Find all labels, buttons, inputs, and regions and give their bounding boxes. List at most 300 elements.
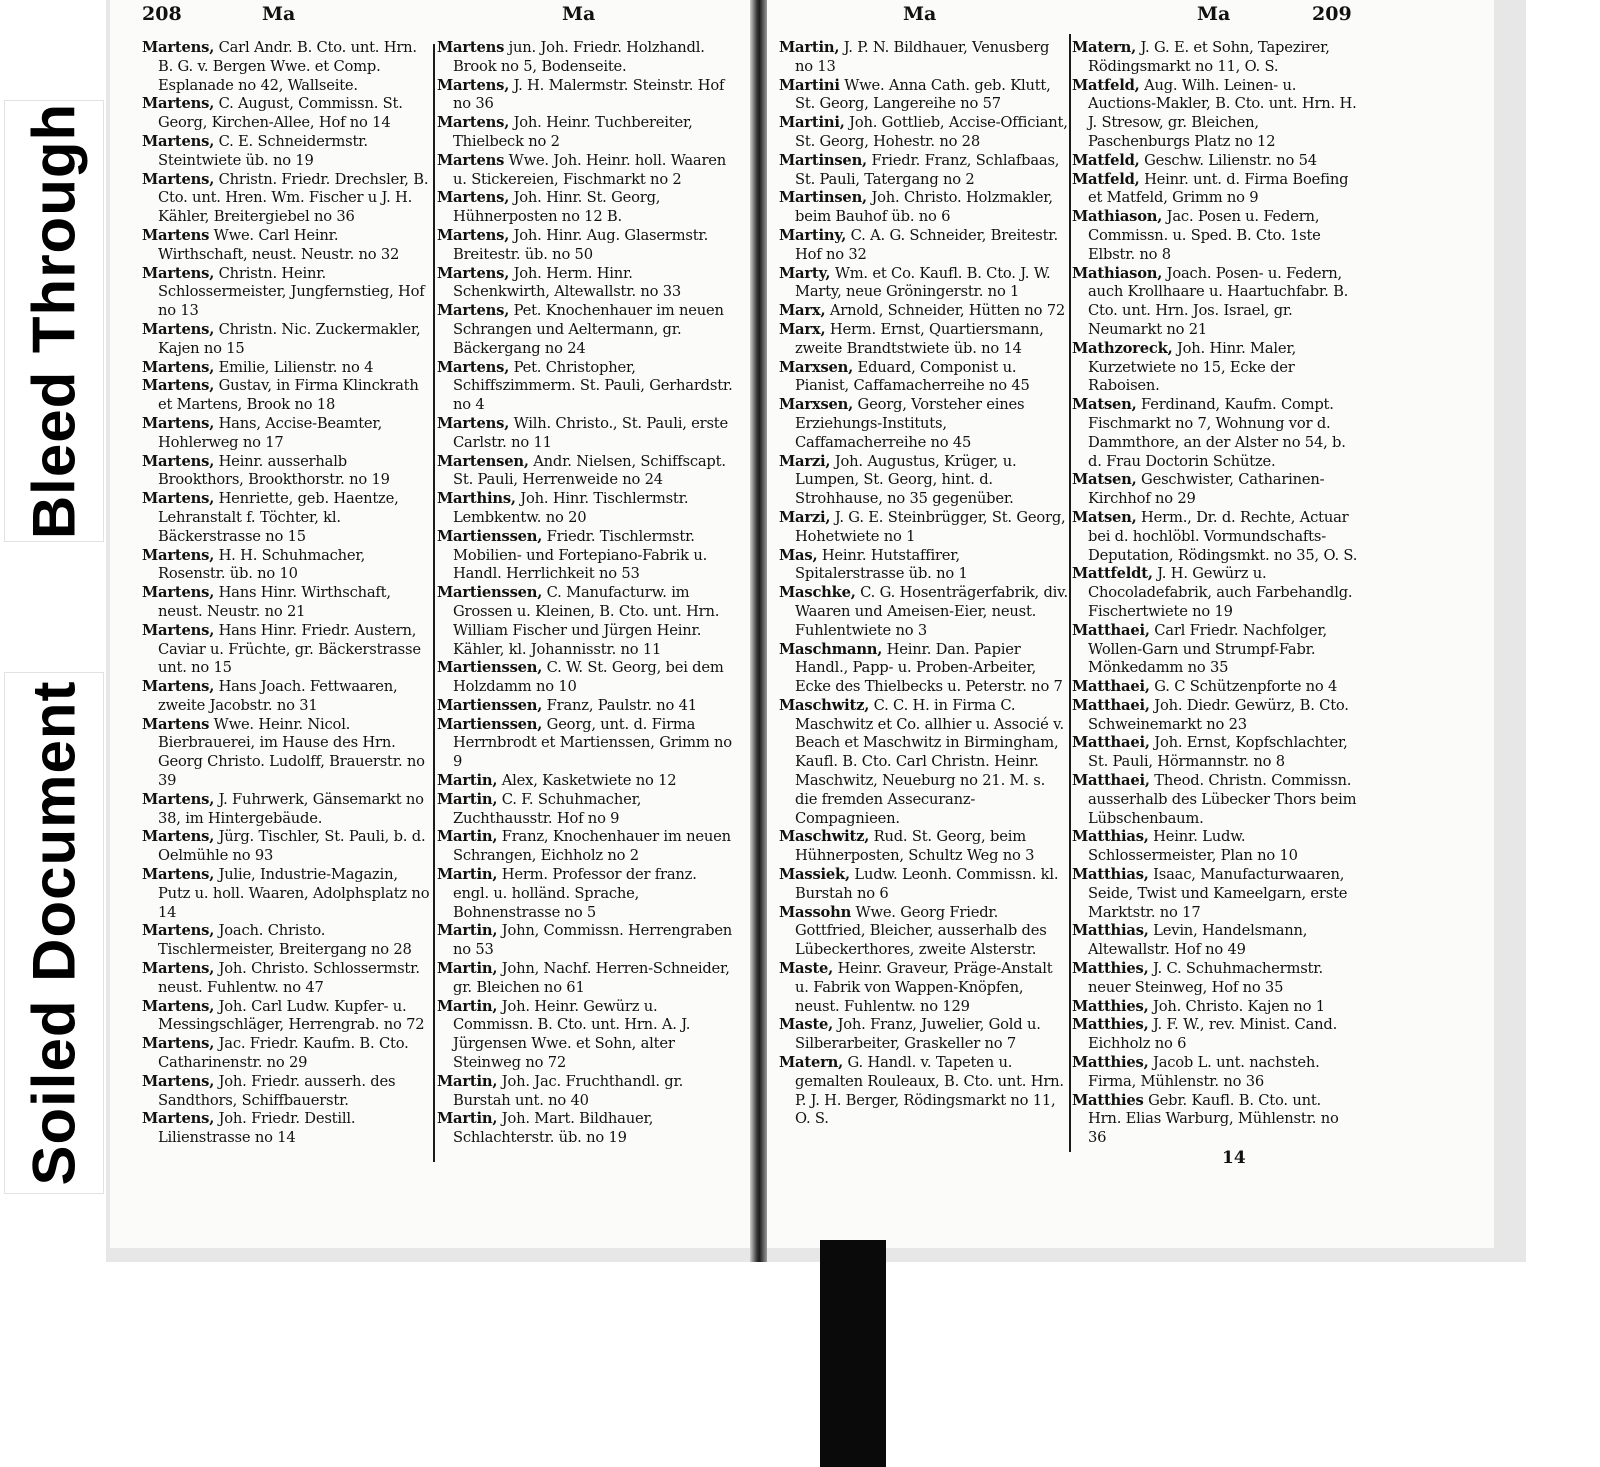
entry-surname: Matthies, [1072, 1054, 1149, 1072]
entry-surname: Martens, [142, 264, 215, 282]
entry-details: G. Handl. v. Tapeten u. gemalten Rouleaux, B. Cto. unt. Hrn. P. J. H. Berger, Rödingsmarkt no 11, O. S. [795, 1054, 1064, 1128]
directory-entry [437, 960, 733, 998]
entry-surname: Martin, [437, 1072, 498, 1090]
directory-entry [1072, 509, 1358, 565]
entry-surname: Martin, [437, 866, 498, 884]
directory-entry [142, 227, 432, 265]
directory-entry [779, 960, 1069, 1016]
left-column-divider [433, 44, 435, 1162]
entry-details: Geschw. Lilienstr. no 54 [1144, 151, 1317, 169]
entry-surname: Matthies, [1072, 997, 1149, 1015]
directory-entry [142, 678, 432, 716]
directory-entry [142, 1035, 432, 1073]
entry-details: Georg, unt. d. Firma Herrnbrodt et Martienssen, Grimm no 9 [453, 715, 732, 771]
entry-surname: Marzi, [779, 508, 831, 526]
entry-details: Joh. Herm. Hinr. Schenkwirth, Altewallstr. no 33 [453, 264, 682, 301]
directory-entry [1072, 922, 1358, 960]
directory-entry [142, 377, 432, 415]
entry-details: C. A. G. Schneider, Breitestr. Hof no 32 [795, 226, 1058, 263]
book-scan [106, 0, 1526, 1262]
directory-entry [437, 415, 733, 453]
entry-surname: Mas, [779, 546, 818, 564]
entry-details: Eduard, Componist u. Pianist, Caffamacherreihe no 45 [795, 358, 1030, 395]
entry-details: Jac. Friedr. Kaufm. B. Cto. Catharinenstr. no 29 [158, 1035, 409, 1072]
directory-entry [437, 866, 733, 922]
directory-entry [1072, 1092, 1358, 1148]
entry-surname: Matfeld, [1072, 170, 1140, 188]
entry-surname: Maschwitz, [779, 696, 870, 714]
entry-surname: Matern, [1072, 39, 1137, 56]
left-page [110, 0, 750, 1248]
directory-entry [437, 1110, 733, 1148]
entry-details: Joh. Diedr. Gewürz, B. Cto. Schweinemarkt no 23 [1088, 696, 1349, 733]
entry-details: Emilie, Lilienstr. no 4 [218, 358, 374, 376]
entry-surname: Matfeld, [1072, 76, 1140, 94]
entry-details: Joh. Christo. Schlossermstr. neust. Fuhlentw. no 47 [158, 960, 420, 996]
left-page-column-1 [142, 39, 432, 1148]
entry-surname: Matthies, [1072, 1016, 1149, 1034]
entry-details: Heinr. Dan. Papier Handl., Papp- u. Proben-Arbeiter, Ecke des Thielbecks u. Peterstr. no 7 [795, 640, 1063, 696]
entry-details: Pet. Christopher, Schiffszimmerm. St. Pauli, Gerhardstr. no 4 [453, 358, 733, 414]
directory-entry [437, 791, 733, 829]
left-page-column-2 [437, 39, 733, 1148]
entry-surname: Martens, [437, 226, 510, 244]
directory-entry [142, 490, 432, 546]
directory-entry [437, 490, 733, 528]
entry-surname: Martens, [142, 621, 215, 639]
entry-details: J. H. Malermstr. Steinstr. Hof no 36 [453, 76, 725, 113]
directory-entry [1072, 960, 1358, 998]
entry-details: J. G. E. et Sohn, Tapezirer, Rödingsmarkt no 11, O. S. [1088, 39, 1330, 75]
directory-entry [1072, 828, 1358, 866]
entry-details: C. C. H. in Firma C. Maschwitz et Co. allhier u. Associé v. Beach et Maschwitz in Birmingham, Kaufl. B. Cto. Carl Christn. Heinr. Maschwitz, Neueburg no 21. M. s. die fremden Assecuranz-Compagnieen. [795, 696, 1064, 827]
directory-entry [437, 114, 733, 152]
entry-surname: Matthias, [1072, 866, 1149, 884]
directory-entry [142, 415, 432, 453]
directory-entry [779, 321, 1069, 359]
entry-details: Ferdinand, Kaufm. Compt. Fischmarkt no 7, Wohnung vor d. Dammthore, an der Alster no 54, b. d. Frau Doctorin Schütze. [1088, 396, 1346, 470]
entry-surname: Martens, [142, 1035, 215, 1053]
entry-surname: Martens, [142, 546, 215, 564]
entry-details: Herm. Ernst, Quartiersmann, zweite Brandtstwiete üb. no 14 [795, 320, 1044, 357]
entry-surname: Massiek, [779, 866, 850, 884]
entry-surname: Martinsen, [779, 189, 867, 207]
entry-details: Heinr. Ludw. Schlossermeister, Plan no 10 [1088, 828, 1298, 865]
directory-entry [779, 641, 1069, 697]
entry-surname: Martens, [142, 1072, 215, 1090]
entry-surname: Martens, [142, 1110, 215, 1128]
entry-surname: Martienssen, [437, 584, 543, 602]
entry-surname: Martens, [142, 922, 215, 940]
directory-entry [437, 697, 733, 716]
entry-surname: Martens, [437, 358, 510, 376]
entry-details: G. C Schützenpforte no 4 [1154, 678, 1338, 696]
entry-details: Joh. Heinr. Gewürz u. Commissn. B. Cto. unt. Hrn. A. J. Jürgensen Wwe. et Sohn, alter Steinweg no 72 [453, 997, 691, 1072]
directory-entry [779, 39, 1069, 77]
entry-surname: Martienssen, [437, 527, 543, 545]
directory-entry [437, 77, 733, 115]
entry-surname: Martin, [437, 790, 498, 808]
entry-details: C. August, Commissn. St. Georg, Kirchen-Allee, Hof no 14 [158, 95, 403, 132]
entry-surname: Matern, [779, 1054, 844, 1072]
directory-entry [779, 265, 1069, 303]
entry-surname: Martin, [437, 922, 498, 940]
entry-details: Isaac, Manufacturwaaren, Seide, Twist und Kameelgarn, erste Marktstr. no 17 [1088, 866, 1348, 921]
entry-details: Heinr. Hutstaffirer, Spitalerstrasse üb. no 1 [795, 546, 968, 583]
entry-details: Wwe. Heinr. Nicol. Bierbrauerei, im Hause des Hrn. Georg Christo. Ludolff, Brauerstr. no 39 [158, 715, 425, 790]
right-column-divider [1069, 34, 1071, 1152]
archive-stamp-strip [0, 0, 108, 1467]
entry-details: Carl Andr. B. Cto. unt. Hrn. B. G. v. Bergen Wwe. et Comp. Esplanade no 42, Wallseite. [158, 39, 417, 94]
directory-entry [142, 133, 432, 171]
entry-details: Christn. Heinr. Schlossermeister, Jungfernstieg, Hof no 13 [158, 264, 425, 320]
entry-details: Jacob L. unt. nachsteh. Firma, Mühlenstr. no 36 [1088, 1054, 1320, 1090]
directory-entry [437, 453, 733, 491]
entry-surname: Matthaei, [1072, 696, 1150, 714]
entry-details: Pet. Knochenhauer im neuen Schrangen und Aeltermann, gr. Bäckergang no 24 [453, 302, 724, 357]
entry-surname: Matthias, [1072, 828, 1149, 846]
entry-surname: Martini [779, 76, 840, 94]
directory-entry [779, 189, 1069, 227]
directory-entry [1072, 734, 1358, 772]
directory-entry [1072, 772, 1358, 828]
directory-entry [1072, 396, 1358, 471]
bookmark-ribbon [820, 1240, 886, 1467]
directory-entry [779, 114, 1069, 152]
entry-details: Hans Hinr. Friedr. Austern, Caviar u. Früchte, gr. Bäckerstrasse unt. no 15 [158, 621, 421, 677]
directory-entry [779, 152, 1069, 190]
entry-surname: Martin, [437, 772, 498, 790]
directory-entry [779, 1016, 1069, 1054]
right-page-number: 209 [1312, 3, 1352, 25]
right-page-column-2 [1072, 39, 1358, 1148]
entry-surname: Martiny, [779, 226, 847, 244]
entry-surname: Matthaei, [1072, 678, 1150, 696]
directory-entry [142, 584, 432, 622]
directory-entry [142, 547, 432, 585]
directory-entry [779, 453, 1069, 509]
entry-surname: Martens, [142, 452, 215, 470]
entry-surname: Martienssen, [437, 659, 543, 677]
entry-details: Franz, Knochenhauer im neuen Schrangen, Eichholz no 2 [453, 828, 731, 865]
directory-entry [1072, 340, 1358, 396]
book-gutter [750, 0, 767, 1262]
entry-details: Ludw. Leonh. Commissn. kl. Burstah no 6 [795, 866, 1059, 902]
entry-details: Heinr. ausserhalb Brookthors, Brookthorstr. no 19 [158, 452, 390, 489]
entry-surname: Martens, [437, 264, 510, 282]
bleed-through-stamp [4, 100, 104, 542]
directory-entry [1072, 77, 1358, 152]
directory-entry [437, 302, 733, 358]
entry-surname: Matsen, [1072, 396, 1137, 414]
entry-details: Christn. Nic. Zuckermakler, Kajen no 15 [158, 320, 421, 357]
entry-surname: Martens, [142, 790, 215, 808]
directory-entry [437, 828, 733, 866]
entry-details: Rud. St. Georg, beim Hühnerposten, Schultz Weg no 3 [795, 828, 1035, 865]
entry-details: Alex, Kasketwiete no 12 [501, 772, 677, 790]
entry-details: Herm., Dr. d. Rechte, Actuar bei d. hochlöbl. Vormundschafts-Deputation, Rödingsmkt. no 35, O. S. [1088, 508, 1358, 564]
entry-details: Joh. Mart. Bildhauer, Schlachterstr. üb. no 19 [453, 1110, 654, 1147]
entry-surname: Marzi, [779, 452, 831, 470]
left-running-head: Ma [262, 3, 296, 25]
entry-details: Aug. Wilh. Leinen- u. Auctions-Makler, B. Cto. unt. Hrn. H. J. Stresow, gr. Bleichen, Paschenburgs Platz no 12 [1088, 76, 1357, 150]
entry-details: J. P. N. Bildhauer, Venusberg no 13 [795, 39, 1050, 75]
directory-entry [437, 716, 733, 772]
directory-entry [779, 904, 1069, 960]
entry-surname: Martin, [779, 39, 840, 56]
entry-details: Joh. Friedr. Destill. Lilienstrasse no 14 [158, 1110, 356, 1147]
directory-entry [779, 1054, 1069, 1129]
entry-details: Wilh. Christo., St. Pauli, erste Carlstr. no 11 [453, 414, 728, 451]
directory-entry [1072, 471, 1358, 509]
entry-surname: Martin, [437, 828, 498, 846]
entry-surname: Martienssen, [437, 696, 543, 714]
entry-surname: Martens, [142, 132, 215, 150]
entry-details: Geschwister, Catharinen-Kirchhof no 29 [1088, 471, 1325, 508]
entry-surname: Matthaei, [1072, 772, 1150, 790]
entry-details: Joh. Friedr. ausserh. des Sandthors, Schiffbauerstr. [158, 1072, 396, 1109]
entry-surname: Marxsen, [779, 358, 854, 376]
entry-details: Joh. Hinr. St. Georg, Hühnerposten no 12 B. [453, 189, 661, 226]
entry-details: Hans, Accise-Beamter, Hohlerweg no 17 [158, 414, 383, 451]
directory-entry [1072, 265, 1358, 340]
directory-entry [1072, 1054, 1358, 1092]
directory-entry [779, 227, 1069, 265]
entry-surname: Martienssen, [437, 715, 543, 733]
entry-details: Wwe. Anna Cath. geb. Klutt, St. Georg, Langereihe no 57 [795, 76, 1051, 113]
directory-entry [1072, 678, 1358, 697]
entry-surname: Mathiason, [1072, 264, 1163, 282]
directory-entry [779, 509, 1069, 547]
directory-entry [142, 791, 432, 829]
directory-entry [437, 922, 733, 960]
entry-details: Hans Hinr. Wirthschaft, neust. Neustr. no 21 [158, 584, 391, 620]
entry-surname: Martens, [437, 189, 510, 207]
entry-details: C. E. Schneidermstr. Steintwiete üb. no 19 [158, 132, 368, 169]
entry-details: J. C. Schuhmachermstr. neuer Steinweg, Hof no 35 [1088, 960, 1323, 996]
entry-details: Andr. Nielsen, Schiffscapt. St. Pauli, Herrenweide no 24 [453, 452, 726, 489]
entry-surname: Martens, [142, 377, 215, 395]
directory-entry [779, 302, 1069, 321]
entry-surname: Matthies [1072, 1091, 1144, 1109]
entry-details: Joh. Gottlieb, Accise-Officiant, St. Georg, Hohestr. no 28 [795, 114, 1068, 150]
directory-entry [142, 1110, 432, 1148]
directory-entry [437, 528, 733, 584]
entry-details: Gustav, in Firma Klinckrath et Martens, Brook no 18 [158, 377, 419, 414]
entry-details: J. G. E. Steinbrügger, St. Georg, Hohetwiete no 1 [795, 508, 1066, 545]
directory-entry [437, 359, 733, 415]
entry-details: Arnold, Schneider, Hütten no 72 [829, 302, 1066, 320]
entry-surname: Matthias, [1072, 922, 1149, 940]
entry-surname: Martens, [142, 39, 215, 56]
entry-surname: Martens, [142, 95, 215, 113]
entry-surname: Martinsen, [779, 151, 867, 169]
directory-entry [779, 396, 1069, 452]
entry-details: Friedr. Tischlermstr. Mobilien- und Fortepiano-Fabrik u. Handl. Herrlichkeit no 53 [453, 527, 708, 583]
entry-details: John, Nachf. Herren-Schneider, gr. Bleichen no 61 [453, 960, 730, 996]
entry-details: Joh. Christo. Holzmakler, beim Bauhof üb. no 6 [795, 189, 1053, 226]
entry-surname: Martens, [142, 828, 215, 846]
entry-surname: Martensen, [437, 452, 529, 470]
right-running-head: Ma [1197, 3, 1231, 25]
entry-surname: Matsen, [1072, 471, 1137, 489]
entry-surname: Martens, [437, 414, 510, 432]
entry-surname: Martens, [142, 678, 215, 696]
entry-details: Henriette, geb. Haentze, Lehranstalt f. Töchter, kl. Bäckerstrasse no 15 [158, 490, 399, 545]
directory-entry [142, 622, 432, 678]
entry-details: Joach. Posen- u. Federn, auch Krollhaare u. Haartuchfabr. B. Cto. unt. Hrn. Jos. Israel, gr. Neumarkt no 21 [1088, 264, 1349, 338]
entry-surname: Matthaei, [1072, 734, 1150, 752]
entry-details: Joh. Ernst, Kopfschlachter, St. Pauli, Hörmannstr. no 8 [1088, 734, 1348, 771]
entry-details: Heinr. unt. d. Firma Boefing et Matfeld, Grimm no 9 [1088, 170, 1349, 207]
entry-details: Wwe. Georg Friedr. Gottfried, Bleicher, ausserhalb des Lübeckerthores, zweite Alsterstr. [795, 903, 1047, 959]
entry-surname: Martens, [437, 114, 510, 132]
entry-details: Wm. et Co. Kaufl. B. Cto. J. W. Marty, neue Gröningerstr. no 1 [795, 264, 1051, 301]
right-page-column-1 [779, 39, 1069, 1129]
directory-entry [437, 227, 733, 265]
directory-entry [437, 265, 733, 303]
entry-details: C. G. Hosenträgerfabrik, div. Waaren und Ameisen-Eier, neust. Fuhlentwiete no 3 [795, 584, 1068, 639]
directory-entry [142, 1073, 432, 1111]
directory-entry [142, 39, 432, 95]
entry-details: Wwe. Joh. Heinr. holl. Waaren u. Stickereien, Fischmarkt no 2 [453, 151, 727, 188]
entry-surname: Martens, [142, 490, 215, 508]
directory-entry [437, 1073, 733, 1111]
entry-details: Jürg. Tischler, St. Pauli, b. d. Oelmühle no 93 [158, 828, 426, 865]
directory-entry [437, 152, 733, 190]
entry-surname: Martens, [142, 170, 215, 188]
entry-surname: Martens [142, 715, 210, 733]
directory-entry [142, 828, 432, 866]
entry-surname: Matthies, [1072, 960, 1149, 978]
directory-entry [779, 866, 1069, 904]
directory-entry [779, 77, 1069, 115]
entry-surname: Martens, [437, 302, 510, 320]
entry-details: Hans Joach. Fettwaaren, zweite Jacobstr. no 31 [158, 678, 398, 714]
directory-entry [779, 697, 1069, 829]
entry-details: Joh. Hinr. Maler, Kurzetwiete no 15, Ecke der Raboisen. [1088, 339, 1297, 395]
directory-entry [437, 584, 733, 659]
directory-entry [142, 716, 432, 791]
soiled-document-label: Soiled Document [20, 680, 88, 1186]
entry-details: Joach. Christo. Tischlermeister, Breitergang no 28 [158, 922, 412, 959]
entry-surname: Maste, [779, 960, 834, 978]
left-page-number: 208 [142, 3, 182, 25]
left-page-header [110, 0, 750, 30]
directory-entry [1072, 565, 1358, 621]
entry-surname: Marxsen, [779, 396, 854, 414]
directory-entry [142, 265, 432, 321]
entry-surname: Mathiason, [1072, 208, 1163, 226]
entry-surname: Marthins, [437, 490, 516, 508]
entry-details: Herm. Professor der franz. engl. u. holländ. Sprache, Bohnenstrasse no 5 [453, 866, 697, 921]
directory-entry [142, 171, 432, 227]
entry-details: Franz, Paulstr. no 41 [546, 696, 697, 714]
entry-details: J. H. Gewürz u. Chocoladefabrik, auch Farbehandlg. Fischertwiete no 19 [1088, 565, 1353, 620]
entry-surname: Maste, [779, 1016, 834, 1034]
directory-entry [1072, 152, 1358, 171]
signature-mark: 14 [1222, 1148, 1246, 1168]
directory-entry [1072, 697, 1358, 735]
entry-surname: Martens, [142, 584, 215, 602]
entry-surname: Martens [437, 151, 505, 169]
entry-surname: Martin, [437, 1110, 498, 1128]
entry-surname: Martens, [142, 960, 215, 978]
directory-entry [142, 960, 432, 998]
entry-surname: Martens [142, 226, 210, 244]
entry-details: H. H. Schuhmacher, Rosenstr. üb. no 10 [158, 546, 366, 583]
entry-surname: Mattfeldt, [1072, 565, 1153, 583]
directory-entry [1072, 171, 1358, 209]
entry-surname: Martens, [142, 866, 215, 884]
left-running-head-center: Ma [562, 3, 596, 25]
entry-surname: Martens, [437, 76, 510, 94]
directory-entry [779, 828, 1069, 866]
directory-entry [142, 998, 432, 1036]
directory-entry [1072, 1016, 1358, 1054]
directory-entry [1072, 998, 1358, 1017]
entry-details: Joh. Carl Ludw. Kupfer- u. Messingschläger, Herrengrab. no 72 [158, 997, 425, 1034]
right-page-header [767, 0, 1494, 30]
right-page [767, 0, 1494, 1248]
directory-entry [437, 659, 733, 697]
entry-surname: Mathzoreck, [1072, 339, 1173, 357]
directory-entry [437, 39, 733, 77]
entry-details: J. Fuhrwerk, Gänsemarkt no 38, im Hintergebäude. [158, 790, 424, 827]
directory-entry [437, 189, 733, 227]
entry-surname: Martens, [142, 414, 215, 432]
entry-details: Theod. Christn. Commissn. ausserhalb des Lübecker Thors beim Lübschenbaum. [1088, 772, 1357, 827]
entry-details: Jac. Posen u. Federn, Commissn. u. Sped. B. Cto. 1ste Elbstr. no 8 [1088, 208, 1321, 263]
entry-details: Levin, Handelsmann, Altewallstr. Hof no 49 [1088, 922, 1308, 959]
entry-surname: Maschmann, [779, 640, 883, 658]
entry-surname: Marty, [779, 264, 831, 282]
directory-entry [1072, 208, 1358, 264]
entry-surname: Martens, [142, 358, 215, 376]
entry-surname: Martin, [437, 960, 498, 978]
entry-details: J. F. W., rev. Minist. Cand. Eichholz no 6 [1088, 1016, 1338, 1053]
entry-surname: Matsen, [1072, 508, 1137, 526]
directory-entry [142, 95, 432, 133]
directory-entry [142, 922, 432, 960]
entry-details: Christn. Friedr. Drechsler, B. Cto. unt. Hren. Wm. Fischer u J. H. Kähler, Breitergiebel no 36 [158, 170, 429, 226]
entry-surname: Martens, [142, 320, 215, 338]
entry-details: Friedr. Franz, Schlafbaas, St. Pauli, Tatergang no 2 [795, 151, 1060, 188]
entry-details: Heinr. Graveur, Präge-Anstalt u. Fabrik von Wappen-Knöpfen, neust. Fuhlentw. no 129 [795, 960, 1053, 1015]
entry-details: Joh. Hinr. Tischlermstr. Lembkentw. no 20 [453, 490, 689, 526]
entry-details: Gebr. Kaufl. B. Cto. unt. Hrn. Elias Warburg, Mühlenstr. no 36 [1088, 1091, 1339, 1147]
entry-details: Georg, Vorsteher eines Erziehungs-Instituts, Caffamacherreihe no 45 [795, 396, 1025, 451]
bleed-through-label: Bleed Through [20, 102, 88, 540]
entry-details: Joh. Hinr. Aug. Glasermstr. Breitestr. üb. no 50 [453, 226, 709, 263]
entry-details: jun. Joh. Friedr. Holzhandl. Brook no 5, Bodenseite. [453, 39, 705, 75]
directory-entry [437, 998, 733, 1073]
directory-entry [1072, 39, 1358, 77]
entry-surname: Martens, [142, 997, 215, 1015]
entry-details: Joh. Franz, Juwelier, Gold u. Silberarbeiter, Graskeller no 7 [795, 1016, 1041, 1053]
entry-surname: Matthaei, [1072, 621, 1150, 639]
entry-details: John, Commissn. Herrengraben no 53 [453, 922, 733, 959]
directory-entry [142, 866, 432, 922]
entry-surname: Matfeld, [1072, 151, 1140, 169]
entry-details: Joh. Augustus, Krüger, u. Lumpen, St. Georg, hint. d. Strohhause, no 35 gegenüber. [795, 452, 1017, 508]
directory-entry [142, 321, 432, 359]
entry-details: C. Manufacturw. im Grossen u. Kleinen, B. Cto. unt. Hrn. William Fischer und Jürgen Heinr. Kähler, kl. Johannisstr. no 11 [453, 584, 720, 658]
directory-entry [1072, 622, 1358, 678]
entry-surname: Maschwitz, [779, 828, 870, 846]
entry-details: Joh. Jac. Fruchthandl. gr. Burstah unt. no 40 [453, 1072, 684, 1109]
entry-details: C. W. St. Georg, bei dem Holzdamm no 10 [453, 659, 724, 696]
